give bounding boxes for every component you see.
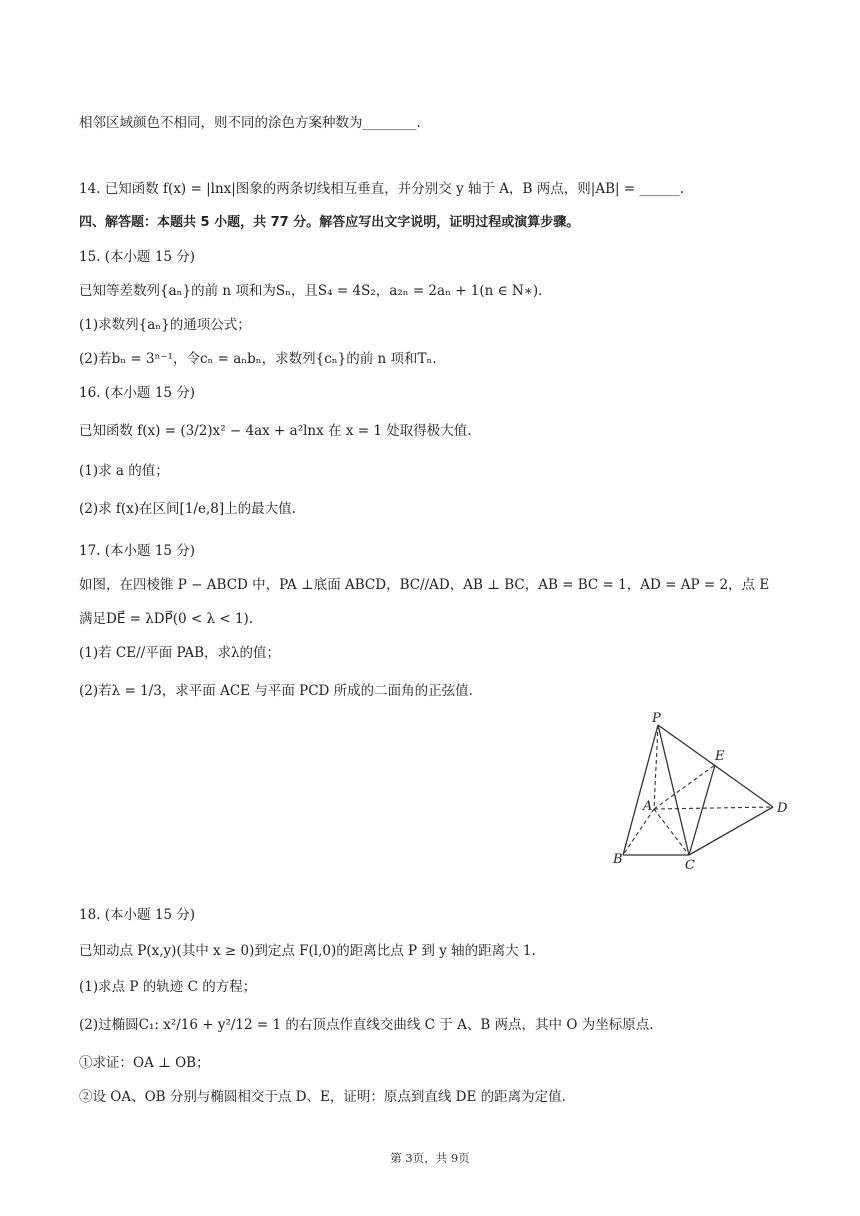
- text-line: ①求证：OA ⊥ OB；: [79, 1055, 210, 1071]
- text-line: 满足DE⃗ = λDP⃗(0 < λ < 1).: [79, 611, 254, 627]
- text-line: (1)若 CE//平面 PAB，求λ的值；: [79, 645, 281, 661]
- text-line: (1)求数列{aₙ}的通项公式；: [79, 317, 251, 333]
- figure-label: B: [613, 852, 623, 867]
- figure-label: A: [643, 799, 653, 814]
- question-15-title: 15. (本小题 15 分): [79, 249, 196, 265]
- page-footer: 第 3页，共 9页: [390, 1151, 470, 1165]
- text-line: 相邻区域颜色不相同，则不同的涂色方案种数为________.: [79, 115, 421, 131]
- question-16-title: 16. (本小题 15 分): [79, 385, 196, 401]
- text-line: (1)求 a 的值；: [79, 463, 169, 479]
- figure-label: D: [777, 801, 788, 816]
- figure-label: C: [685, 858, 695, 873]
- text-line: (2)若λ = 1/3，求平面 ACE 与平面 PCD 所成的二面角的正弦值.: [79, 683, 473, 699]
- text-line: (1)求点 P 的轨迹 C 的方程；: [79, 979, 257, 995]
- text-line: 如图，在四棱锥 P − ABCD 中，PA ⊥底面 ABCD，BC//AD，AB ⊥ BC，AB = BC = 1，AD = AP = 2，点 E: [79, 577, 770, 593]
- text-line: 已知函数 f(x) = (3/2)x² − 4ax + a²lnx 在 x = 1 处取得极大值.: [79, 423, 472, 439]
- text-line: 已知等差数列{aₙ}的前 n 项和为Sₙ，且S₄ = 4S₂，a₂ₙ = 2aₙ + 1(n ∈ N∗).: [79, 283, 543, 299]
- question-14: 14. 已知函数 f(x) = |lnx|图象的两条切线相互垂直，并分别交 y 轴于 A，B 两点，则|AB| = ______.: [79, 181, 685, 197]
- figure-label: P: [652, 711, 661, 726]
- pyramid-figure: [605, 705, 805, 875]
- text-line: 已知动点 P(x,y)(其中 x ≥ 0)到定点 F(l,0)的距离比点 P 到 y 轴的距离大 1.: [79, 943, 536, 959]
- question-17-title: 17. (本小题 15 分): [79, 543, 196, 559]
- text-line: (2)若bₙ = 3ⁿ⁻¹，令cₙ = aₙbₙ，求数列{cₙ}的前 n 项和Tₙ.: [79, 351, 437, 367]
- text-line: ②设 OA、OB 分别与椭圆相交于点 D、E，证明：原点到直线 DE 的距离为定值.: [79, 1089, 566, 1105]
- text-line: (2)求 f(x)在区间[1/e,8]上的最大值.: [79, 501, 296, 517]
- section-heading: 四、解答题：本题共 5 小题，共 77 分。解答应写出文字说明，证明过程或演算步骤。: [79, 215, 580, 230]
- figure-label: E: [715, 749, 725, 764]
- text-line: (2)过椭圆C₁: x²/16 + y²/12 = 1 的右顶点作直线交曲线 C 于 A、B 两点，其中 O 为坐标原点.: [79, 1017, 654, 1033]
- question-18-title: 18. (本小题 15 分): [79, 907, 196, 923]
